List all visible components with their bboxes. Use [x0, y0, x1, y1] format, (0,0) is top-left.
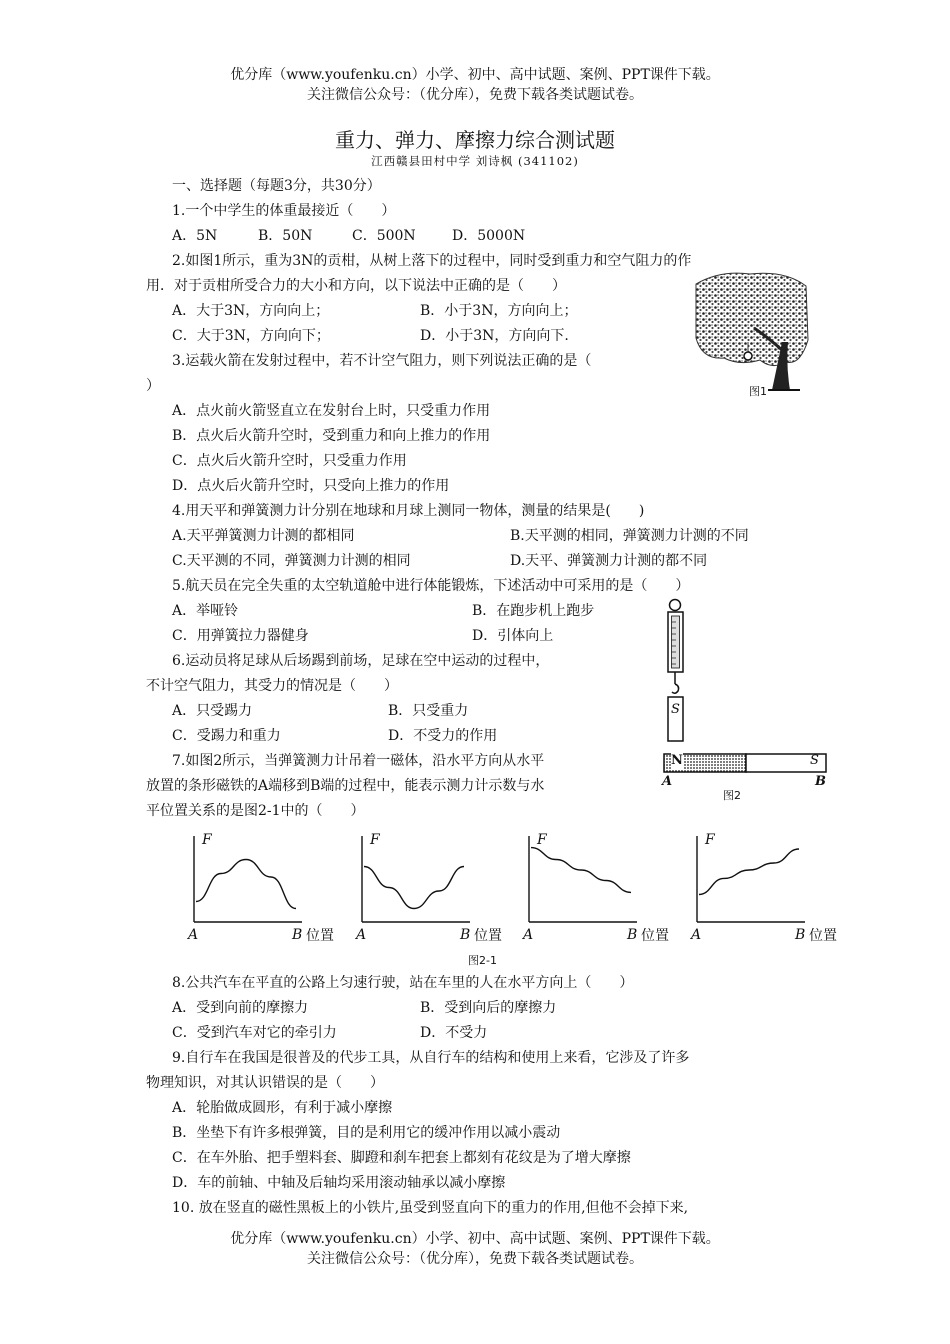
magnet-end-b-label: B — [815, 774, 826, 789]
graph-4-f-label: F — [705, 832, 715, 848]
q2-option-a: A．大于3N，方向向上； — [172, 303, 330, 319]
q5-option-d: D．引体向上 — [472, 628, 554, 644]
q7-stem-1: 7.如图2所示，当弹簧测力计吊着一磁体，沿水平方向从水平 — [172, 753, 545, 769]
magnet-n-pole-label: N — [671, 753, 683, 768]
q6-option-b: B．只受重力 — [388, 703, 469, 719]
figure-2-label: 图2 — [723, 789, 741, 802]
graph-2-b-label: B — [460, 927, 471, 943]
graph-3-position-label: 位置 — [641, 928, 669, 944]
q8-option-b: B．受到向后的摩擦力 — [420, 1000, 557, 1016]
header-line-1: 优分库（www.youfenku.cn）小学、初中、高中试题、案例、PPT课件下载。 — [230, 67, 720, 83]
q3-stem-2: ） — [146, 378, 160, 394]
figure-1-label: 图1 — [749, 385, 767, 398]
q2-stem-2: 用．对于贡柑所受合力的大小和方向，以下说法中正确的是（ ） — [146, 278, 566, 294]
graph-1-curve — [196, 860, 296, 909]
force-position-graphs — [180, 826, 850, 950]
q2-option-b: B．小于3N，方向向上； — [420, 303, 578, 319]
spring-scale-figure — [658, 598, 698, 748]
magnet-s-pole-label: S — [810, 753, 819, 768]
graph-2-position-label: 位置 — [474, 928, 502, 944]
q2-option-d: D．小于3N，方向向下. — [420, 328, 569, 344]
hanging-magnet-label: S — [671, 702, 680, 717]
q10-stem-1: 10. 放在竖直的磁性黑板上的小铁片,虽受到竖直向下的重力的作用,但他不会掉下来, — [172, 1200, 689, 1216]
q4-option-b: B.天平测的相同，弹簧测力计测的不同 — [510, 528, 749, 544]
q9-stem-1: 9.自行车在我国是很普及的代步工具，从自行车的结构和使用上来看，它涉及了许多 — [172, 1050, 690, 1066]
q4-option-c: C.天平测的不同，弹簧测力计测的相同 — [172, 553, 411, 569]
magnet-end-a-label: A — [662, 774, 673, 789]
q9-option-b: B．坐垫下有许多根弹簧，目的是利用它的缓冲作用以减小震动 — [172, 1125, 561, 1141]
q1-option-b: B．50N — [258, 228, 313, 244]
q3-option-d: D．点火后火箭升空时，只受向上推力的作用 — [172, 478, 450, 494]
header-line-2: 关注微信公众号：（优分库），免费下载各类试题试卷。 — [307, 87, 643, 103]
q1-option-c: C．500N — [352, 228, 416, 244]
author-line: 江西赣县田村中学 刘诗枫 (341102) — [371, 154, 579, 168]
q7-stem-3: 平位置关系的是图2-1中的（ ） — [146, 803, 365, 819]
q1-stem: 1.一个中学生的体重最接近（ ） — [172, 203, 396, 219]
q3-option-c: C．点火后火箭升空时，只受重力作用 — [172, 453, 407, 469]
q6-option-c: C．受踢力和重力 — [172, 728, 281, 744]
q8-option-d: D．不受力 — [420, 1025, 488, 1041]
tree-figure — [690, 270, 810, 400]
q4-option-a: A.天平弹簧测力计测的都相同 — [172, 528, 355, 544]
q2-stem-1: 2.如图1所示，重为3N的贡柑，从树上落下的过程中，同时受到重力和空气阻力的作 — [172, 253, 692, 269]
q7-stem-2: 放置的条形磁铁的A端移到B端的过程中，能表示测力计示数与水 — [146, 778, 545, 794]
q8-option-c: C．受到汽车对它的牵引力 — [172, 1025, 337, 1041]
q3-stem-1: 3.运载火箭在发射过程中，若不计空气阻力，则下列说法正确的是（ — [172, 353, 592, 369]
q9-option-c: C．在车外胎、把手塑料套、脚蹬和刹车把套上都刻有花纹是为了增大摩擦 — [172, 1150, 631, 1166]
graph-3-b-label: B — [627, 927, 638, 943]
q9-option-a: A．轮胎做成圆形，有利于减小摩擦 — [172, 1100, 393, 1116]
graph-1-position-label: 位置 — [306, 928, 334, 944]
q5-option-c: C．用弹簧拉力器健身 — [172, 628, 309, 644]
graph-3-curve — [531, 848, 631, 893]
graph-4-a-label: A — [691, 927, 702, 943]
footer-line-2: 关注微信公众号：（优分库），免费下载各类试题试卷。 — [307, 1251, 643, 1267]
q6-stem-2: 不计空气阻力，其受力的情况是（ ） — [146, 678, 398, 694]
q1-option-d: D．5000N — [452, 228, 526, 244]
graph-4-b-label: B — [795, 927, 806, 943]
graph-4-position-label: 位置 — [809, 928, 837, 944]
graph-2-a-label: A — [356, 927, 367, 943]
footer-line-1: 优分库（www.youfenku.cn）小学、初中、高中试题、案例、PPT课件下载。 — [230, 1231, 720, 1247]
q4-stem: 4.用天平和弹簧测力计分别在地球和月球上测同一物体，测量的结果是( ) — [172, 503, 645, 519]
graph-1-f-label: F — [202, 832, 212, 848]
q8-option-a: A．受到向前的摩擦力 — [172, 1000, 309, 1016]
q6-option-a: A．只受踢力 — [172, 703, 253, 719]
q3-option-a: A．点火前火箭竖直立在发射台上时，只受重力作用 — [172, 403, 491, 419]
q6-stem-1: 6.运动员将足球从后场踢到前场，足球在空中运动的过程中， — [172, 653, 550, 669]
q2-option-c: C．大于3N，方向向下； — [172, 328, 330, 344]
q5-option-b: B．在跑步机上跑步 — [472, 603, 595, 619]
bar-magnet-figure — [660, 752, 830, 776]
q8-stem: 8.公共汽车在平直的公路上匀速行驶，站在车里的人在水平方向上（ ） — [172, 975, 634, 991]
graph-2-curve — [364, 867, 464, 909]
graph-3-a-label: A — [523, 927, 534, 943]
q9-stem-2: 物理知识，对其认识错误的是（ ） — [146, 1075, 384, 1091]
page-title: 重力、弹力、摩擦力综合测试题 — [335, 128, 615, 152]
section-heading: 一、选择题（每题3分，共30分） — [172, 178, 381, 194]
q4-option-d: D.天平、弹簧测力计测的都不同 — [510, 553, 708, 569]
q3-option-b: B．点火后火箭升空时，受到重力和向上推力的作用 — [172, 428, 491, 444]
q1-option-a: A．5N — [172, 228, 218, 244]
graph-3-f-label: F — [537, 832, 547, 848]
q9-option-d: D．车的前轴、中轴及后轴均采用滚动轴承以减小摩擦 — [172, 1175, 506, 1191]
graph-1-b-label: B — [292, 927, 303, 943]
graph-1-a-label: A — [188, 927, 199, 943]
graph-2-f-label: F — [370, 832, 380, 848]
figure-2-1-label: 图2-1 — [468, 954, 497, 967]
q5-stem: 5.航天员在完全失重的太空轨道舱中进行体能锻炼，下述活动中可采用的是（ ） — [172, 578, 690, 594]
graph-4-curve — [699, 849, 799, 895]
q6-option-d: D．不受力的作用 — [388, 728, 498, 744]
q5-option-a: A．举哑铃 — [172, 603, 239, 619]
